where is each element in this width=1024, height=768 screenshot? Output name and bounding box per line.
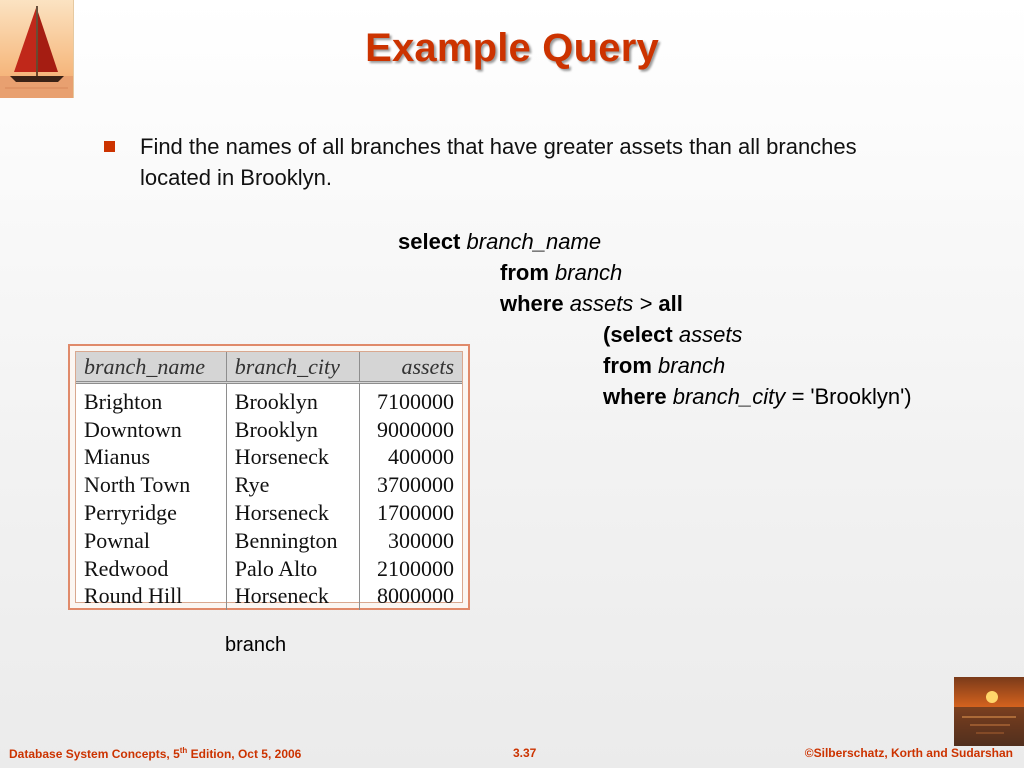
footer-superscript: th: [179, 746, 188, 755]
table-row: [76, 555, 462, 583]
sql-identifier: assets: [678, 322, 743, 347]
sql-keyword: where: [500, 291, 564, 316]
sql-identifier: branch_name: [466, 229, 602, 254]
sql-identifier: branch: [658, 353, 726, 378]
branch-table-frame: [68, 344, 470, 610]
footer-page-number: 3.37: [513, 746, 537, 760]
cell-branch-name: North Town: [84, 472, 191, 498]
sql-line-3: [500, 291, 683, 317]
cell-branch-name: Downtown: [84, 416, 182, 442]
cell-assets: 300000: [360, 527, 462, 555]
column-header-branch-name: branch_name: [76, 352, 226, 383]
table-row: [76, 444, 462, 472]
sql-identifier: branch_city =: [672, 384, 805, 409]
cell-branch-city: Palo Alto: [226, 555, 359, 583]
cell-branch-city: Brooklyn: [226, 383, 359, 416]
cell-branch-city: Brooklyn: [226, 416, 359, 444]
cell-assets: 1700000: [360, 499, 462, 527]
cell-assets: 7100000: [360, 383, 462, 416]
sql-keyword: from: [603, 353, 652, 378]
cell-branch-name: Round Hill: [84, 583, 183, 609]
table-row: [76, 383, 462, 416]
column-header-branch-city: branch_city: [226, 352, 359, 383]
sql-keyword: from: [500, 260, 549, 285]
sql-line-2: [500, 260, 622, 286]
sql-keyword: select: [398, 229, 461, 254]
branch-table-container: [75, 351, 463, 609]
cell-branch-name: Mianus: [84, 444, 150, 470]
sql-keyword: where: [603, 384, 667, 409]
table-row: [76, 416, 462, 444]
cell-assets: 9000000: [360, 416, 462, 444]
table-row: [76, 471, 462, 499]
slide-title: Example Query: [365, 26, 659, 70]
cell-branch-city: Bennington: [226, 527, 359, 555]
cell-branch-city: Horseneck: [226, 499, 359, 527]
cell-branch-city: Horseneck: [226, 444, 359, 472]
sql-line-6: [603, 384, 912, 410]
footer-book-title: Database System Concepts, 5: [9, 747, 180, 761]
cell-assets: 3700000: [360, 471, 462, 499]
sql-line-1: [398, 229, 601, 255]
cell-branch-name: Redwood: [84, 555, 169, 581]
table-row: [76, 527, 462, 555]
sql-keyword: all: [658, 291, 683, 316]
branch-table: [76, 352, 462, 610]
footer-edition-date: Edition, Oct 5, 2006: [187, 747, 302, 761]
sql-line-4: [603, 322, 742, 348]
sunset-logo: [954, 677, 1024, 746]
table-header-row: [76, 352, 462, 383]
sql-keyword: (select: [603, 322, 673, 347]
cell-branch-city: Horseneck: [226, 583, 359, 611]
cell-branch-city: Rye: [226, 471, 359, 499]
table-row: [76, 583, 462, 611]
sql-line-5: [603, 353, 725, 379]
bullet-text: Find the names of all branches that have greater assets than all branches located in Brooklyn.: [140, 134, 857, 190]
footer-book-info: [9, 746, 301, 761]
bullet-square-icon: [104, 141, 115, 152]
sql-identifier: branch: [555, 260, 623, 285]
sql-literal: 'Brooklyn'): [810, 384, 912, 409]
footer-copyright: ©Silberschatz, Korth and Sudarshan: [804, 746, 1013, 760]
table-caption: branch: [225, 634, 287, 656]
cell-branch-name: Perryridge: [84, 500, 177, 526]
column-header-assets: assets: [360, 352, 462, 383]
cell-assets: 8000000: [360, 583, 462, 611]
table-row: [76, 499, 462, 527]
sql-identifier: assets >: [569, 291, 653, 316]
cell-branch-name: Pownal: [84, 527, 150, 553]
footer: [0, 746, 1024, 768]
cell-assets: 400000: [360, 444, 462, 472]
cell-branch-name: Brighton: [84, 388, 163, 414]
cell-assets: 2100000: [360, 555, 462, 583]
